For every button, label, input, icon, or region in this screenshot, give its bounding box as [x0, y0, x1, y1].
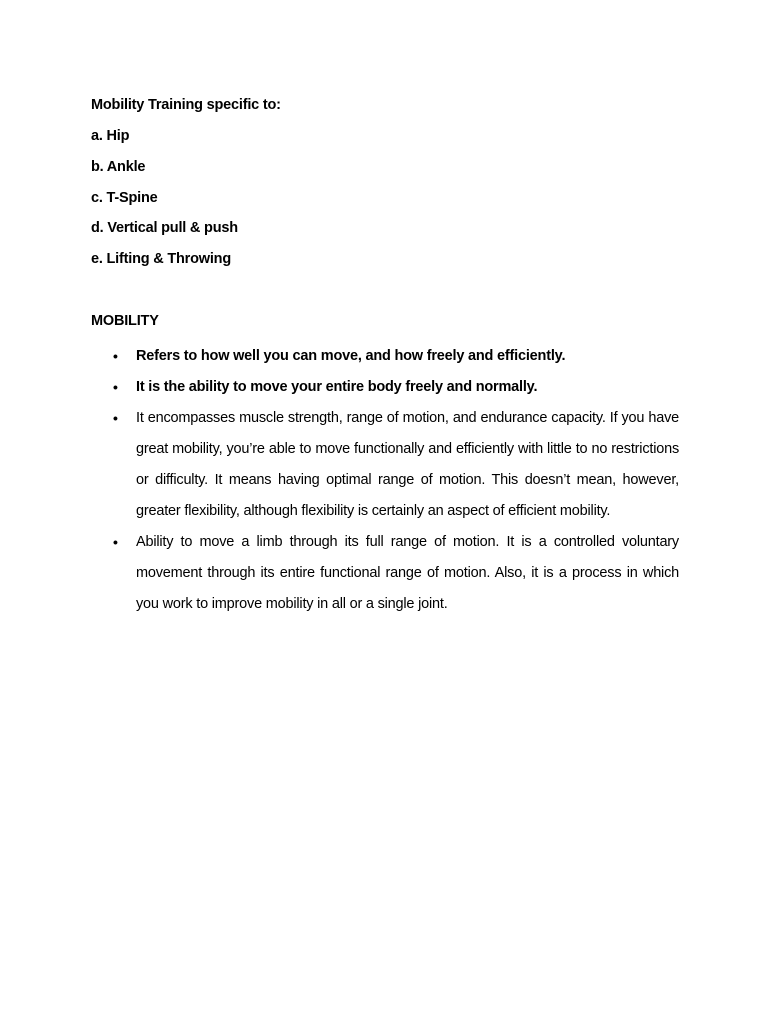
bullet-item [91, 527, 679, 620]
list-item-ankle: b. Ankle [91, 159, 146, 175]
list-item-lifting-throwing: e. Lifting & Throwing [91, 251, 231, 267]
section-heading-mobility: MOBILITY [91, 313, 159, 329]
bullet-icon: • [113, 534, 118, 550]
list-item-vertical-pull-push: d. Vertical pull & push [91, 220, 238, 236]
list-item-t-spine: c. T-Spine [91, 190, 158, 206]
bullet-item [91, 341, 679, 372]
bullet-icon: • [113, 379, 118, 395]
bullet-text: It encompasses muscle strength, range of motion, and endurance capacity. If you have great mobility, you’re able to move functionally and efficiently with little to no restrictions or difficulty. It means having optimal range of motion. This doesn’t mean, however, greater flexibility, although flexibility is certainly an aspect of efficient mobility. [136, 410, 679, 519]
bullet-text: Refers to how well you can move, and how freely and efficiently. [136, 348, 566, 364]
bullet-icon: • [113, 410, 118, 426]
document-title: Mobility Training specific to: [91, 97, 281, 113]
mobility-bullet-list [91, 341, 679, 620]
list-item-hip: a. Hip [91, 128, 130, 144]
bullet-item [91, 403, 679, 527]
bullet-icon: • [113, 348, 118, 364]
bullet-text: Ability to move a limb through its full range of motion. It is a controlled voluntary movement through its entire functional range of motion. Also, it is a process in which you work to improve mobility in all or a single joint. [136, 534, 679, 612]
bullet-text: It is the ability to move your entire body freely and normally. [136, 379, 538, 395]
bullet-item [91, 372, 679, 403]
